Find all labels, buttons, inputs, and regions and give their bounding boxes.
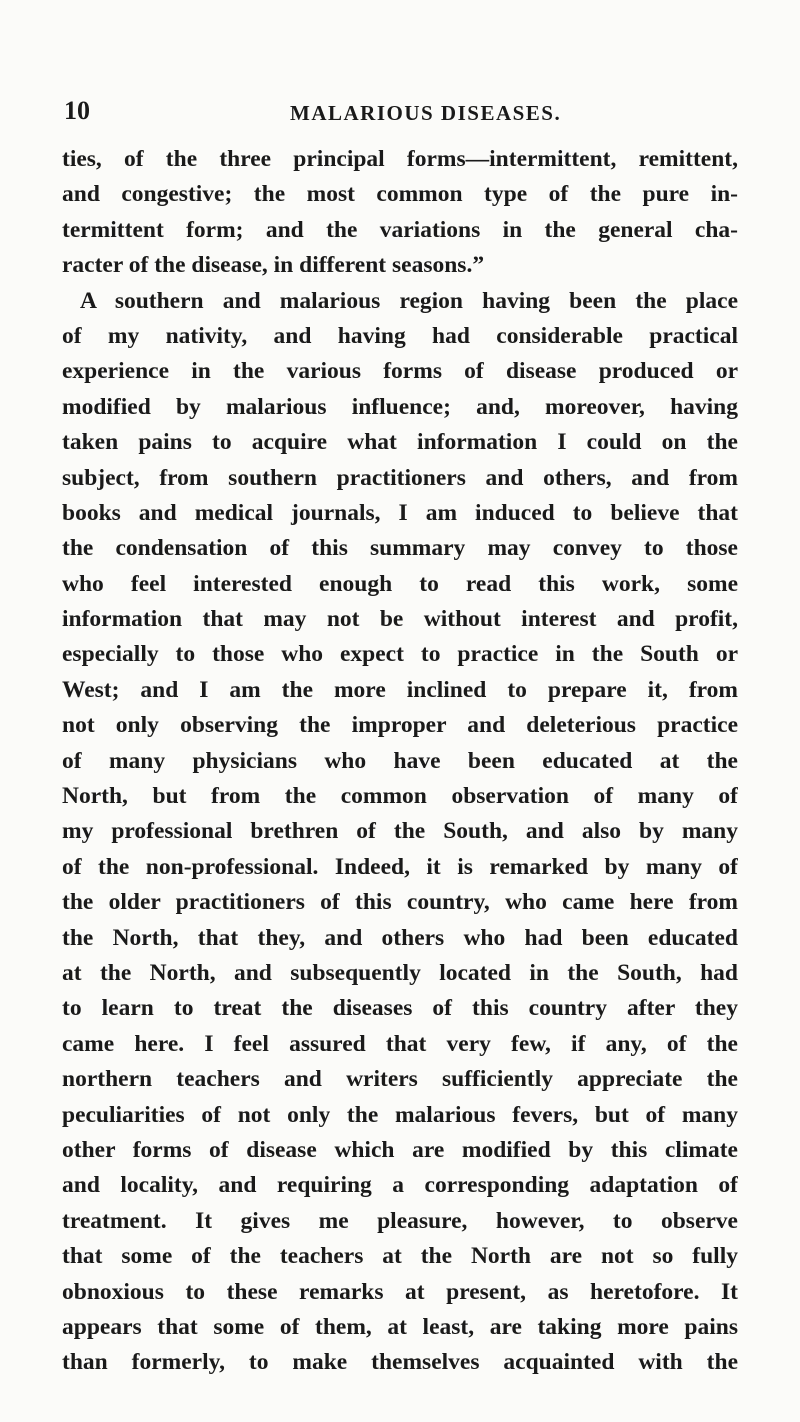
text-line: and locality, and requiring a corresponding adaptation of bbox=[62, 1172, 738, 1199]
text-line: the older practitioners of this country, who came here from bbox=[62, 889, 738, 916]
text-line: at the North, and subsequently located in the South, had bbox=[62, 959, 738, 986]
text-line: especially to those who expect to practice in the South or bbox=[62, 641, 738, 668]
body-text bbox=[62, 142, 738, 1381]
text-line: appears that some of them, at least, are taking more pains bbox=[62, 1313, 738, 1340]
text-line: termittent form; and the variations in the general cha- bbox=[62, 216, 738, 243]
text-line: peculiarities of not only the malarious fevers, but of many bbox=[62, 1101, 738, 1128]
text-line: North, but from the common observation of many of bbox=[62, 783, 738, 810]
text-line: books and medical journals, I am induced to believe that bbox=[62, 499, 738, 526]
text-line: A southern and malarious region having been the place bbox=[80, 287, 738, 314]
text-line: ties, of the three principal forms—intermittent, remittent, bbox=[62, 146, 738, 172]
text-line: my professional brethren of the South, and also by many bbox=[62, 818, 738, 845]
text-line: subject, from southern practitioners and others, and from bbox=[62, 464, 738, 491]
text-line: than formerly, to make themselves acquainted with the bbox=[62, 1349, 738, 1376]
text-line: obnoxious to these remarks at present, as heretofore. It bbox=[62, 1278, 738, 1305]
page-number: 10 bbox=[64, 96, 90, 125]
text-line: taken pains to acquire what information I could on the bbox=[62, 429, 738, 456]
text-line: northern teachers and writers sufficiently appreciate the bbox=[62, 1066, 738, 1093]
text-line: information that may not be without interest and profit, bbox=[62, 606, 738, 633]
text-line: who feel interested enough to read this work, some bbox=[62, 570, 738, 597]
text-line: that some of the teachers at the North are not so fully bbox=[62, 1243, 738, 1270]
text-line: of the non-professional. Indeed, it is remarked by many of bbox=[62, 853, 738, 880]
text-line: treatment. It gives me pleasure, however, to observe bbox=[62, 1207, 738, 1234]
text-line: the condensation of this summary may convey to those bbox=[62, 535, 738, 562]
text-line: West; and I am the more inclined to prepare it, from bbox=[62, 676, 738, 703]
text-line: of many physicians who have been educated at the bbox=[62, 747, 738, 774]
text-line: of my nativity, and having had considerable practical bbox=[62, 322, 738, 349]
text-line: modified by malarious influence; and, moreover, having bbox=[62, 393, 738, 420]
text-line: came here. I feel assured that very few, if any, of the bbox=[62, 1030, 738, 1057]
text-line: and congestive; the most common type of the pure in- bbox=[62, 181, 738, 208]
text-line: racter of the disease, in different seasons.” bbox=[62, 252, 485, 279]
text-line: to learn to treat the diseases of this country after they bbox=[62, 995, 738, 1022]
text-line: not only observing the improper and deleterious practice bbox=[62, 712, 738, 739]
text-line: other forms of disease which are modified by this climate bbox=[62, 1136, 738, 1163]
running-title: MALARIOUS DISEASES. bbox=[290, 101, 562, 125]
text-line: the North, that they, and others who had been educated bbox=[62, 924, 738, 951]
text-line: experience in the various forms of disease produced or bbox=[62, 358, 738, 385]
